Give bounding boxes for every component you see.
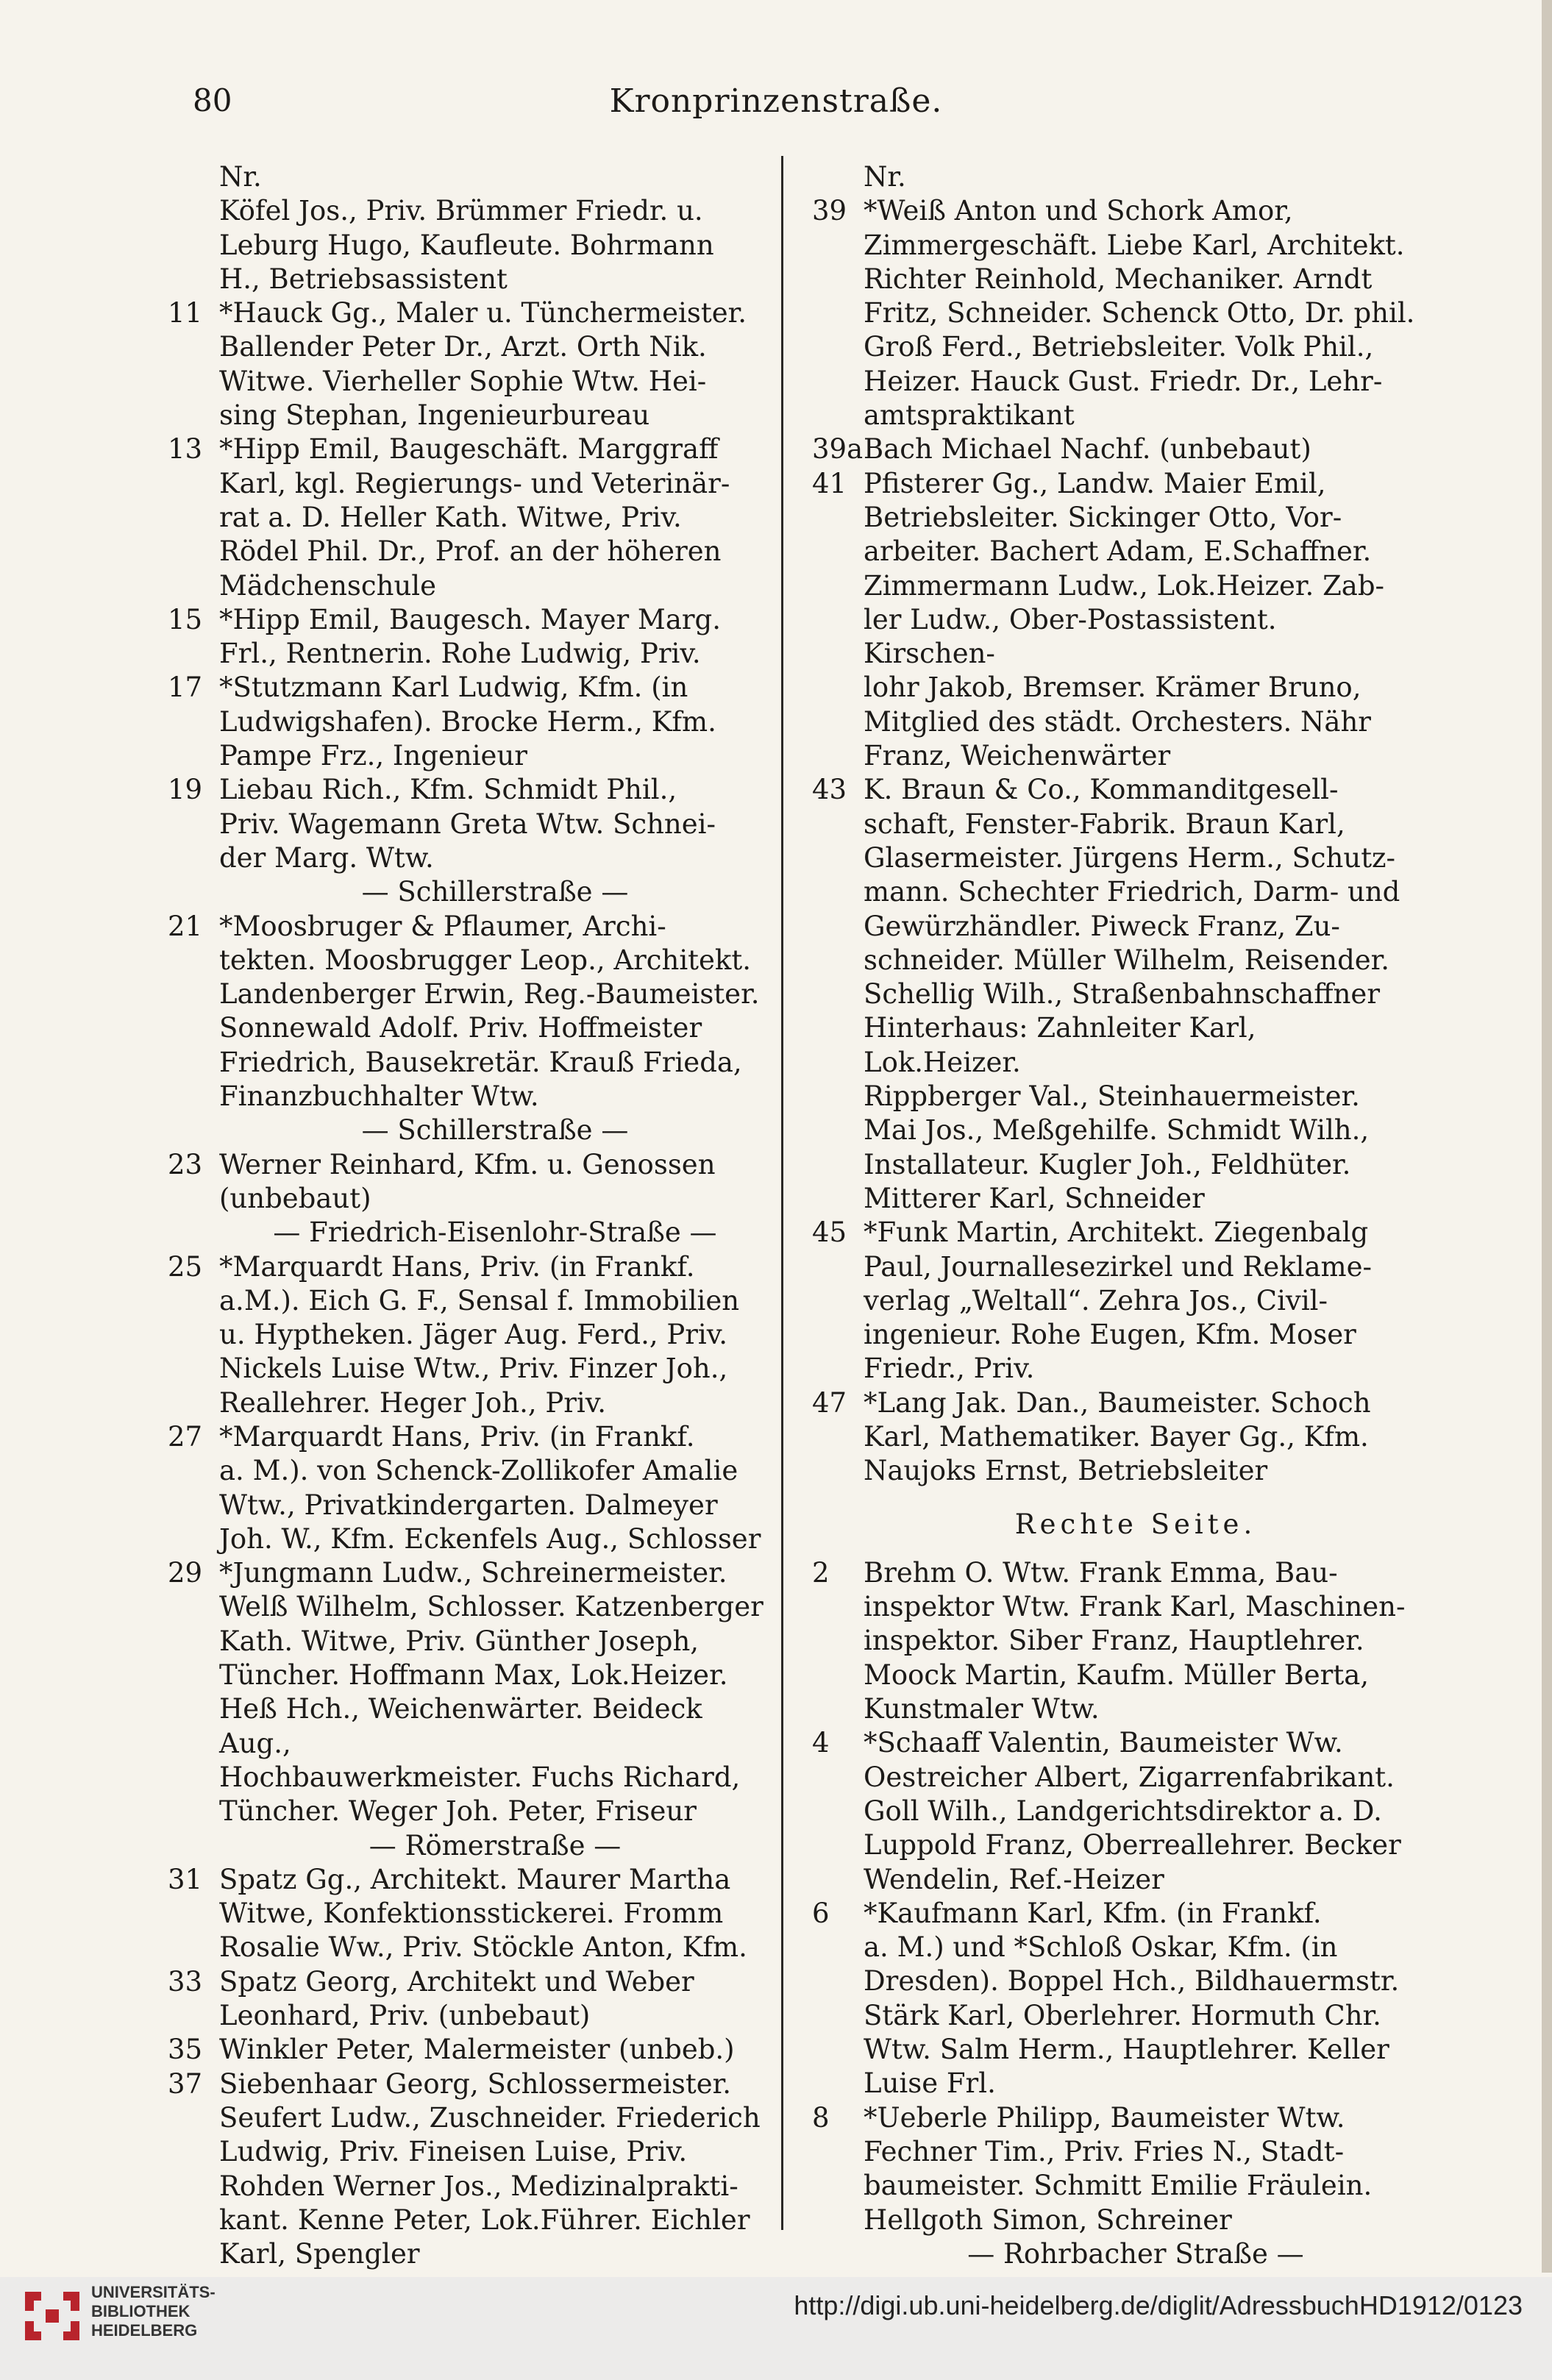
resident-list: Pfisterer Gg., Landw. Maier Emil, Betriebsleiter. Sickinger Otto, Vor- arbeiter. Bachert Adam, E.Schaffner. Zimmermann Ludw., Lok.Heizer. Zab- ler Ludw., Ober-Postassistent. Kirschen- lohr Jakob, Bremser. Krämer Bruno, Mitglied des städt. Orchesters. Nähr Franz, Weichenwärter [864,467,1385,772]
resident-list: *Schaaff Valentin, Baumeister Ww. Oestreicher Albert, Zigarrenfabrikant. Goll Wilh., Landgerichtsdirektor a. D. Luppold Franz, Oberreallehrer. Becker Wendelin, Ref.-Heizer [864,1727,1401,1895]
address-entry [168,910,778,1114]
resident-list: *Hipp Emil, Baugeschäft. Marggraff Karl, kgl. Regierungs- und Veterinär- rat a. D. Heller Kath. Witwe, Priv. Rödel Phil. Dr., Prof. an der höheren Mädchenschule [219,433,730,602]
address-entry [168,432,778,602]
house-number: 39 [812,195,847,227]
address-entry [168,1863,778,1965]
house-number: 29 [168,1557,203,1589]
address-entry [812,2101,1415,2237]
scan-edge [1542,0,1552,2273]
house-number: 11 [168,297,203,329]
house-number: 19 [168,774,203,806]
nr-label: Nr. [864,161,906,193]
resident-list: Werner Reinhard, Kfm. u. Genossen (unbebaut) [219,1148,716,1214]
resident-list: *Weiß Anton und Schork Amor, Zimmergeschäft. Liebe Karl, Architekt. Richter Reinhold, Mechaniker. Arndt Fritz, Schneider. Schenck Otto, Dr. phil. Groß Ferd., Betriebsleiter. Volk Phil., Heizer. Hauck Gust. Friedr. Dr., Lehr- amtspraktikant [864,195,1415,432]
right-column [812,160,1415,2270]
address-entry [168,1148,778,1216]
house-number: 31 [168,1863,203,1895]
house-number: 33 [168,1965,203,1998]
address-entry [812,1216,1415,1386]
resident-list: *Lang Jak. Dan., Baumeister. Schoch Karl, Mathematiker. Bayer Gg., Kfm. Naujoks Ernst, Betriebsleiter [864,1386,1371,1487]
source-url[interactable]: http://digi.ub.uni-heidelberg.de/diglit/AdressbuchHD1912/0123 [794,2290,1523,2320]
address-entry [168,1556,778,1828]
address-entry [168,773,778,875]
resident-list: Spatz Georg, Architekt und Weber Leonhard, Priv. (unbebaut) [219,1965,694,2032]
library-name-line: UNIVERSITÄTS- [91,2283,216,2301]
address-entry [168,296,778,432]
house-number: 25 [168,1250,203,1283]
resident-list: Spatz Gg., Architekt. Maurer Martha Witwe, Konfektionsstickerei. Fromm Rosalie Ww., Priv. Stöckle Anton, Kfm. [219,1863,747,1964]
resident-list: Köfel Jos., Priv. Brümmer Friedr. u. Leburg Hugo, Kaufleute. Bohrmann H., Betriebsassistent [219,195,714,295]
cross-street-label: — Römerstraße — [369,1829,622,1861]
resident-list: *Ueberle Philipp, Baumeister Wtw. Fechner Tim., Priv. Fries N., Stadt- baumeister. Schmitt Emilie Fräulein. Hellgoth Simon, Schreiner [864,2101,1373,2236]
address-entry [168,671,778,773]
resident-list: *Marquardt Hans, Priv. (in Frankf. a. M.). von Schenck-Zollikofer Amalie Wtw., Privatkindergarten. Dalmeyer Joh. W., Kfm. Eckenfels Aug., Schlosser [219,1420,761,1555]
cross-street-label: — Schillerstraße — [361,1114,629,1147]
house-number: 27 [168,1420,203,1453]
resident-list: *Funk Martin, Architekt. Ziegenbalg Paul, Journallesezirkel und Reklame- verlag „Weltall“. Zehra Jos., Civil- ingenieur. Rohe Eugen, Kfm. Moser Friedr., Priv. [864,1216,1373,1385]
address-entry [812,1897,1415,2101]
page-number: 80 [193,82,232,118]
house-number: 23 [168,1148,203,1180]
cross-street-label: — Rohrbacher Straße — [967,2237,1304,2270]
house-number: 6 [812,1897,830,1929]
house-number: 45 [812,1216,847,1249]
resident-list: Siebenhaar Georg, Schlossermeister. Seufert Ludw., Zuschneider. Friederich Ludwig, Priv. Fineisen Luise, Priv. Rohden Werner Jos., Medizinalprakti- kant. Kenne Peter, Lok.Führer. Eichler Karl, Spengler [219,2067,761,2270]
house-number: 13 [168,433,203,466]
resident-list: Brehm O. Wtw. Frank Emma, Bau- inspektor Wtw. Frank Karl, Maschinen- inspektor. Siber Franz, Hauptlehrer. Moock Martin, Kaufm. Müller Berta, Kunstmaler Wtw. [864,1556,1406,1725]
house-number: 17 [168,671,203,704]
address-entry [812,773,1415,1216]
resident-list: *Jungmann Ludw., Schreinermeister. Welß Wilhelm, Schlosser. Katzenberger Kath. Witwe, Priv. Günther Joseph, Tüncher. Hoffmann Max, Lok.Heizer. Heß Hch., Weichenwärter. Beideck Aug., Hochbauwerkmeister. Fuchs Richard, Tüncher. Weger Joh. Peter, Friseur [219,1557,763,1828]
address-entry [812,1386,1415,1489]
resident-list: *Hauck Gg., Maler u. Tünchermeister. Ballender Peter Dr., Arzt. Orth Nik. Witwe. Vierheller Sophie Wtw. Hei- sing Stephan, Ingenieurbureau [219,297,747,432]
address-entry [812,1726,1415,1896]
address-entry [812,432,1415,466]
address-entry [168,2067,778,2272]
house-number: 47 [812,1386,847,1419]
library-name-line: HEIDELBERG [91,2321,198,2340]
house-number: 41 [812,467,847,499]
house-number: 39a [812,433,864,466]
house-number: 15 [168,603,203,635]
library-logo-icon [22,2289,82,2343]
address-entry [168,1420,778,1556]
house-number: 4 [812,1727,830,1759]
resident-list: *Marquardt Hans, Priv. (in Frankf. a.M.). Eich G. F., Sensal f. Immobilien u. Hyptheken. Jäger Aug. Ferd., Priv. Nickels Luise Wtw., Priv. Finzer Joh., Reallehrer. Heger Joh., Priv. [219,1250,740,1419]
house-number: 21 [168,910,203,942]
resident-list: Liebau Rich., Kfm. Schmidt Phil., Priv. Wagemann Greta Wtw. Schnei- der Marg. Wtw. [219,774,716,874]
resident-list: *Kaufmann Karl, Kfm. (in Frankf. a. M.) und *Schloß Oskar, Kfm. (in Dresden). Boppel Hch., Bildhauermstr. Stärk Karl, Oberlehrer. Hormuth Chr. Wtw. Salm Herm., Hauptlehrer. Keller Luise Frl. [864,1897,1400,2100]
cross-street-label: — Friedrich-Eisenlohr-Straße — [273,1216,717,1249]
resident-list: *Moosbruger & Pflaumer, Archi- tekten. Moosbrugger Leop., Architekt. Landenberger Erwin, Reg.-Baumeister. Sonnewald Adolf. Priv. Hoffmeister Friedrich, Bausekretär. Krauß Frieda, Finanzbuchhalter Wtw. [219,910,760,1113]
library-name [91,2283,216,2340]
address-entry [168,1250,778,1420]
house-number: 37 [168,2067,203,2100]
address-entry [168,1965,778,2034]
house-number: 8 [812,2101,830,2134]
column-divider [781,156,783,2230]
library-name-line: BIBLIOTHEK [91,2302,191,2320]
house-number: 43 [812,774,847,806]
house-number: 35 [168,2034,203,2066]
running-head: Kronprinzenstraße. [609,82,943,120]
resident-list: *Stutzmann Karl Ludwig, Kfm. (in Ludwigshafen). Brocke Herm., Kfm. Pampe Frz., Ingenieur [219,671,716,772]
address-entry [168,2033,778,2067]
resident-list: *Hipp Emil, Baugesch. Mayer Marg. Frl., Rentnerin. Rohe Ludwig, Priv. [219,603,722,670]
address-entry [812,467,1415,774]
address-entry [168,194,778,296]
resident-list: K. Braun & Co., Kommanditgesell- schaft, Fenster-Fabrik. Braun Karl, Glasermeister. Jürgens Herm., Schutz- mann. Schechter Friedrich, Darm- und Gewürzhändler. Piweck Franz, Zu- schneider. Müller Wilhelm, Reisender. Schellig Wilh., Straßenbahnschaffner Hinterhaus: Zahnleiter Karl, Lok.Heizer. Rippberger Val., Steinhauermeister. Mai Jos., Meßgehilfe. Schmidt Wilh., Installateur. Kugler Joh., Feldhüter. Mitterer Karl, Schneider [864,774,1400,1214]
house-number: 2 [812,1556,830,1589]
nr-label: Nr. [219,161,262,193]
section-heading: Rechte Seite. [1014,1508,1257,1540]
cross-street-label: — Schillerstraße — [361,876,629,908]
address-entry [168,603,778,671]
left-column [168,160,778,2270]
address-entry [812,1556,1415,1726]
address-entry [812,194,1415,432]
resident-list: Winkler Peter, Malermeister (unbeb.) [219,2034,735,2066]
resident-list: Bach Michael Nachf. (unbebaut) [864,433,1311,466]
